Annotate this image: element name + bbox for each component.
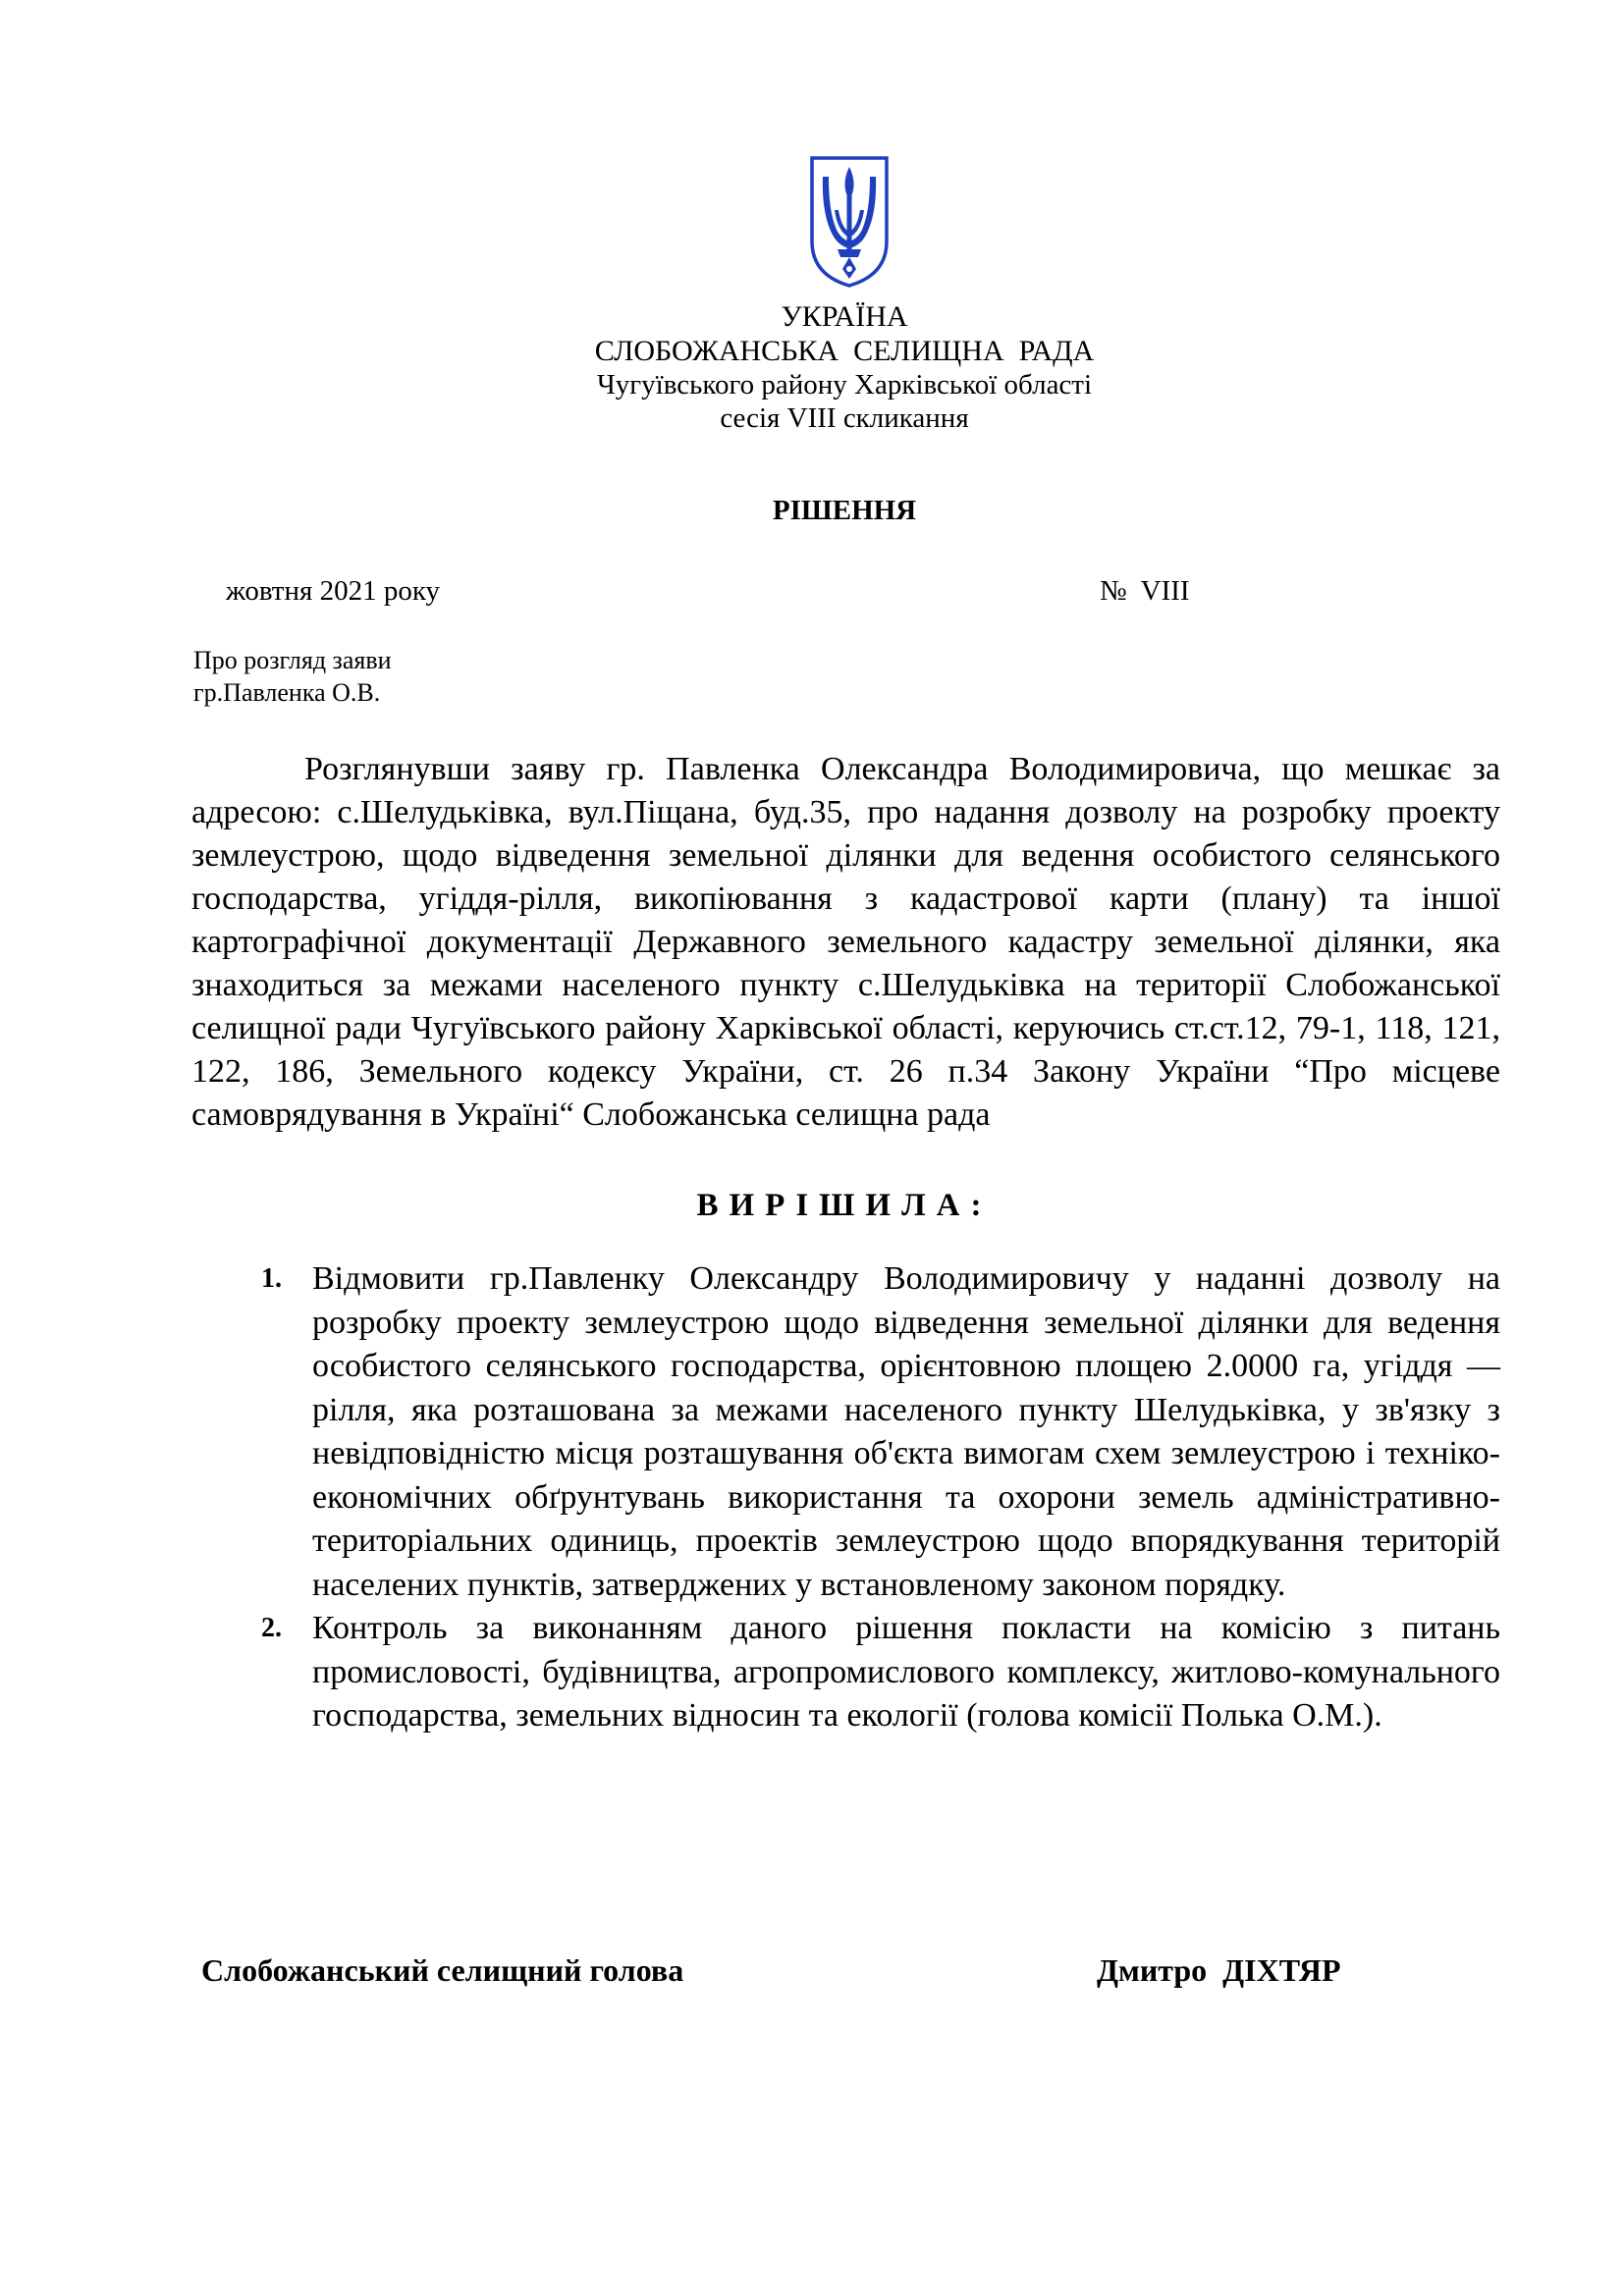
document-type-title: РІШЕННЯ [772,495,917,526]
decision-item-text: Контроль за виконанням даного рішення покласти на комісію з питань промисловості, будівництва, агропромислового комплексу, житлово-комунального господарства, земельних відносин та екології (голова комісії Полька О.М.). [312,1610,1500,1734]
decision-date: жовтня 2021 року [226,575,440,607]
decision-subject [193,644,392,709]
subject-line-1: Про розгляд заяви [193,646,392,674]
session-info: сесія VIII скликання [720,402,969,434]
preamble-paragraph: Розглянувши заяву гр. Павленка Олександра Володимировича, що мешкає за адресою: с.Шелудьківка, вул.Піщана, буд.35, про надання дозволу на розробку проекту землеустрою, щодо відведення земельної ділянки для ведення особистого селянського господарства, угіддя-рілля, викопіювання з кадастрової карти (плану) та іншої картографічної документації Державного земельного кадастру земельної ділянки, яка знаходиться за межами населеного пункту с.Шелудьківка на території Слобожанської селищної ради Чугуївського району Харківської області, керуючись ст.ст.12, 79-1, 118, 121, 122, 186, Земельного кодексу України, ст. 26 п.34 Закону України “Про місцеве самоврядування в Україні“ Слобожанська селищна рада [191,751,1500,1133]
decision-item [257,1607,1500,1738]
decision-item-number: 2. [261,1613,282,1643]
resolve-heading: ВИРІШИЛА: [696,1188,993,1223]
district-name: Чугуївського району Харківської області [596,369,1093,400]
decision-item-number: 1. [261,1263,282,1294]
decision-number: № VIII [1100,575,1190,607]
document-header [0,299,1624,435]
decision-item [257,1257,1500,1607]
decision-list [257,1257,1500,1738]
country-name: УКРАЇНА [781,300,908,333]
signatory-name: Дмитро ДІХТЯР [1097,1952,1341,1988]
ukraine-coat-of-arms-icon [809,155,890,289]
decision-item-text: Відмовити гр.Павленку Олександру Володимировичу у наданні дозволу на розробку проекту землеустрою щодо відведення земельної ділянки для ведення особистого селянського господарства, орієнтовною площею 2.0000 га, угіддя — рілля, яка розташована за межами населеного пункту Шелудьківка, у зв'язку з невідповідністю місця розташування об'єкта вимогам схем землеустрою і техніко-економічних обґрунтувань використання та охорони земель адміністративно-територіальних одиниць, проектів землеустрою щодо впорядкування територій населених пунктів, затверджених у встановленому законом порядку. [312,1260,1500,1603]
signatory-title: Слобожанський селищний голова [201,1952,684,1988]
subject-line-2: гр.Павленка О.В. [193,678,381,707]
council-name: СЛОБОЖАНСЬКА СЕЛИЩНА РАДА [594,335,1095,367]
